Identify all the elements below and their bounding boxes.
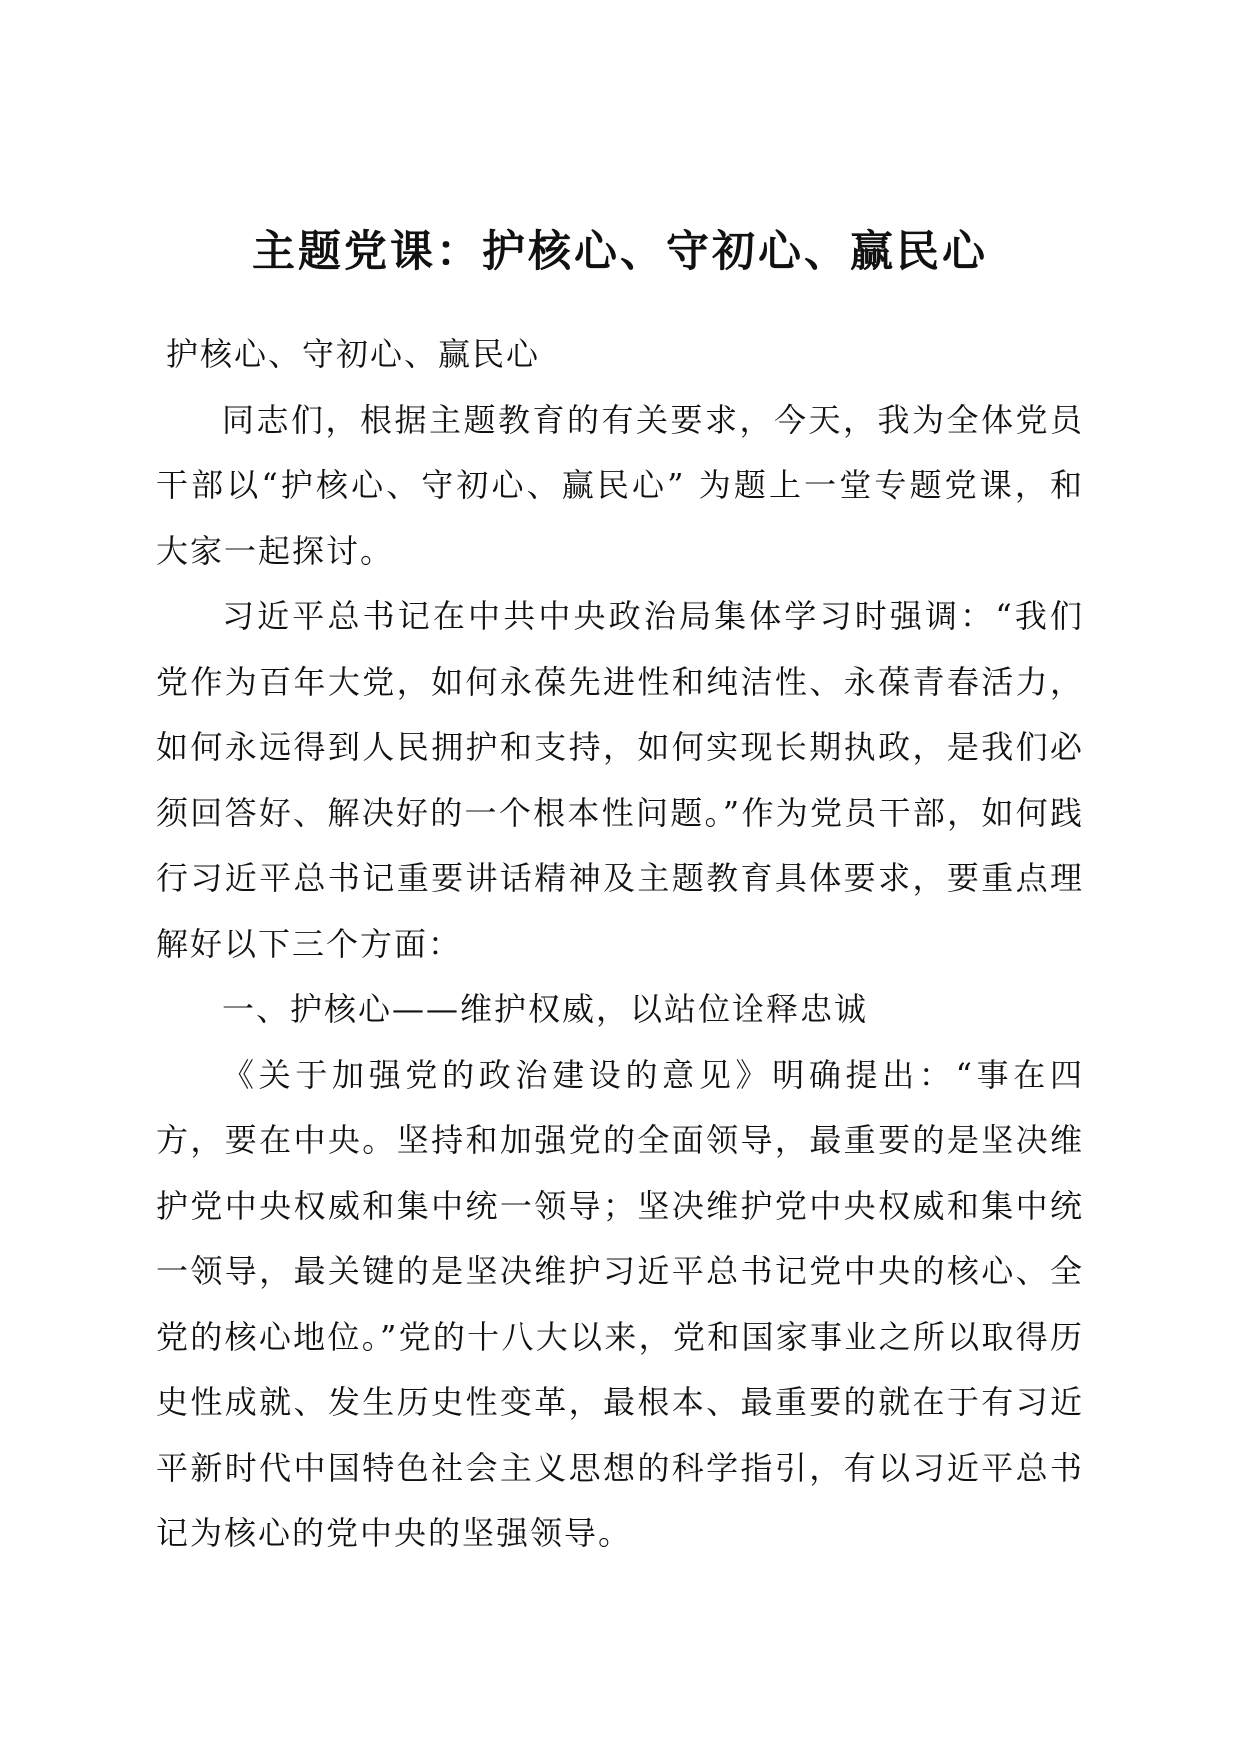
document-subtitle: 护核心、守初心、赢民心 bbox=[166, 335, 541, 373]
paragraph-intro: 同志们，根据主题教育的有关要求，今天，我为全体党员干部以“护核心、守初心、赢民心” 为题上一堂专题党课，和大家一起探讨。 bbox=[156, 400, 1084, 570]
paragraph-quote: 习近平总书记在中共中央政治局集体学习时强调：“我们党作为百年大党，如何永葆先进性和纯洁性、永葆青春活力，如何永远得到人民拥护和支持，如何实现长期执政，是我们必须回答好、解决好的一个根本性问题。”作为党员干部，如何践行习近平总书记重要讲话精神及主题教育具体要求，要重点理解好以下三个方面： bbox=[156, 597, 1084, 963]
section-heading-1: 一、护核心——维护权威，以站位诠释忠诚 bbox=[222, 990, 869, 1028]
paragraph-section-1: 《关于加强党的政治建设的意见》明确提出：“事在四方，要在中央。坚持和加强党的全面领导，最重要的是坚决维护党中央权威和集中统一领导；坚决维护党中央权威和集中统一领导，最关键的是坚决维护习近平总书记党中央的核心、全党的核心地位。”党的十八大以来，党和国家事业之所以取得历史性成就、发生历史性变革，最根本、最重要的就在于有习近平新时代中国特色社会主义思想的科学指引，有以习近平总书记为核心的党中央的坚强领导。 bbox=[156, 1055, 1084, 1552]
document-title: 主题党课：护核心、守初心、赢民心 bbox=[252, 227, 988, 277]
document-body bbox=[156, 322, 1084, 1567]
